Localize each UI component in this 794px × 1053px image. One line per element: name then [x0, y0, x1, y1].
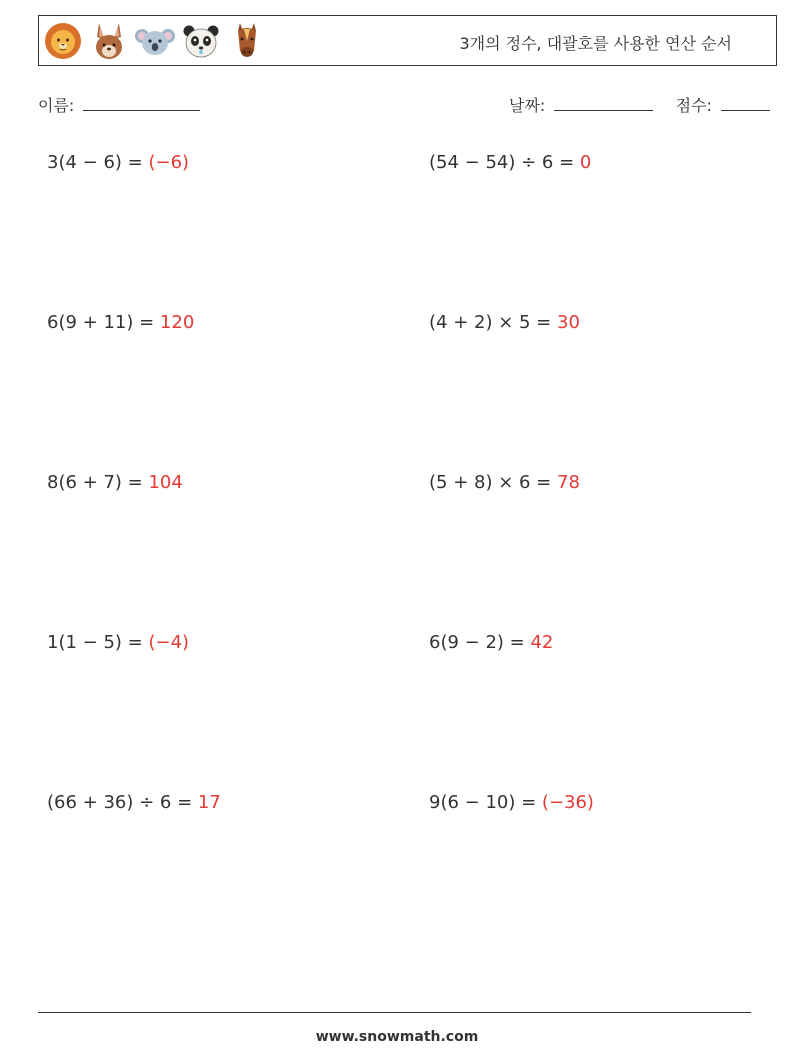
name-field [38, 93, 200, 116]
problem-answer: 30 [557, 312, 580, 333]
worksheet-header [38, 15, 777, 66]
problem-4 [429, 312, 580, 333]
problem-5 [47, 472, 183, 493]
problem-answer: 104 [148, 472, 183, 493]
panda-icon [181, 19, 221, 63]
koala-icon [135, 19, 175, 63]
problem-6 [429, 472, 580, 493]
problem-3 [47, 312, 194, 333]
problem-expression: 6(9 − 2) = [429, 632, 525, 653]
problem-expression: 8(6 + 7) = [47, 472, 143, 493]
date-label: 날짜: [509, 96, 546, 115]
problem-1 [47, 152, 189, 173]
animal-icons [43, 19, 273, 63]
problem-answer: 78 [557, 472, 580, 493]
worksheet-title: 3개의 정수, 대괄호를 사용한 연산 순서 [459, 34, 732, 53]
problem-answer: (−6) [148, 152, 190, 173]
problem-expression: (5 + 8) × 6 = [429, 472, 552, 493]
problem-2 [429, 152, 591, 173]
problem-expression: (4 + 2) × 5 = [429, 312, 552, 333]
score-label: 점수: [675, 96, 712, 115]
rabbit-icon [89, 19, 129, 63]
horse-icon [227, 19, 267, 63]
date-blank[interactable] [554, 94, 653, 111]
lion-icon [43, 19, 83, 63]
date-score-fields [509, 93, 770, 116]
problem-8 [429, 632, 553, 653]
problem-answer: 17 [197, 792, 221, 813]
problem-10 [429, 792, 594, 813]
problem-9 [47, 792, 221, 813]
problem-answer: 120 [159, 312, 195, 333]
problem-answer: 42 [530, 632, 554, 653]
footer-divider [38, 1012, 751, 1013]
name-blank[interactable] [83, 94, 200, 111]
problem-answer: 0 [579, 152, 592, 173]
problem-expression: 9(6 − 10) = [429, 792, 537, 813]
problem-answer: (−36) [541, 792, 594, 813]
problem-answer: (−4) [148, 632, 190, 653]
problem-expression: 1(1 − 5) = [47, 632, 143, 653]
footer-url[interactable]: www.snowmath.com [315, 1029, 479, 1045]
problem-expression: (54 − 54) ÷ 6 = [429, 152, 575, 173]
problem-expression: 6(9 + 11) = [47, 312, 155, 333]
problem-7 [47, 632, 189, 653]
score-blank[interactable] [721, 94, 770, 111]
problem-expression: (66 + 36) ÷ 6 = [47, 792, 193, 813]
problem-expression: 3(4 − 6) = [47, 152, 143, 173]
name-label: 이름: [38, 96, 75, 115]
